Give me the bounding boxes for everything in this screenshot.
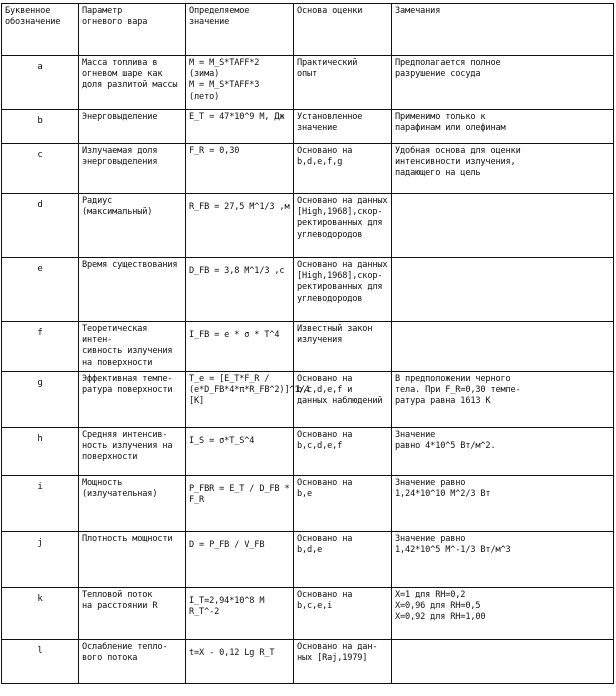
table-row xyxy=(2,56,614,110)
table-row xyxy=(2,588,614,640)
row-parameter: Излучаемая доля энерговыделения xyxy=(79,144,186,194)
row-basis: Основано на b,d,e xyxy=(294,532,392,588)
table-row xyxy=(2,476,614,532)
table-row xyxy=(2,194,614,258)
row-symbol: h xyxy=(2,428,79,476)
row-symbol: d xyxy=(2,194,79,258)
row-symbol: c xyxy=(2,144,79,194)
row-parameter: Ослабление тепло- вого потока xyxy=(79,640,186,684)
table-row xyxy=(2,372,614,428)
row-parameter: Энерговыделение xyxy=(79,110,186,144)
row-symbol: k xyxy=(2,588,79,640)
row-value: I_S = σ*T_S^4 xyxy=(186,428,294,476)
row-basis: Основано на b,c,e,i xyxy=(294,588,392,640)
table-row xyxy=(2,640,614,684)
row-basis: Основано на b,d,e,f,g xyxy=(294,144,392,194)
table-row xyxy=(2,144,614,194)
header-basis: Основа оценки xyxy=(294,4,392,56)
row-notes xyxy=(392,194,614,258)
row-notes xyxy=(392,640,614,684)
row-symbol: f xyxy=(2,322,79,372)
table-row xyxy=(2,428,614,476)
row-basis: Известный закон излучения xyxy=(294,322,392,372)
table-row xyxy=(2,532,614,588)
row-parameter: Средняя интенсив- ность излучения на поверхности xyxy=(79,428,186,476)
table-row xyxy=(2,110,614,144)
row-notes: Предполагается полное разрушение сосуда xyxy=(392,56,614,110)
table-header-row xyxy=(2,4,614,56)
header-value: Определяемое значение xyxy=(186,4,294,56)
row-value: D = P_FB / V_FB xyxy=(186,532,294,588)
row-value: T_e = [E_T*F_R / (e*D_FB*4*π*R_FB^2)]^1/4 [K] xyxy=(186,372,294,428)
row-value: R_FB = 27,5 M^1/3 ,м xyxy=(186,194,294,258)
row-notes: Удобная основа для оценки интенсивности излучения, падающего на цель xyxy=(392,144,614,194)
row-value: F_R = 0,30 xyxy=(186,144,294,194)
row-symbol: g xyxy=(2,372,79,428)
table-row xyxy=(2,258,614,322)
row-basis: Основано на данных [High,1968],скор- ректированных для углеводородов xyxy=(294,194,392,258)
row-value: I_T=2,94*10^8 M R_T^-2 xyxy=(186,588,294,640)
row-symbol: a xyxy=(2,56,79,110)
row-notes: В предположении черного тела. При F_R=0,30 темпе- ратура равна 1613 K xyxy=(392,372,614,428)
header-symbol: Буквенное обозначение xyxy=(2,4,79,56)
fireball-parameters-table xyxy=(1,3,614,684)
row-value: E_T = 47*10^9 M, Дж xyxy=(186,110,294,144)
row-basis: Установленное значение xyxy=(294,110,392,144)
row-parameter: Теоретическая интен- сивность излучения на поверхности xyxy=(79,322,186,372)
row-value: P_FBR = E_T / D_FB * F_R xyxy=(186,476,294,532)
row-symbol: j xyxy=(2,532,79,588)
row-notes: Значение равно 1,24*10^10 M^2/3 Вт xyxy=(392,476,614,532)
row-value: t=X - 0,12 Lg R_T xyxy=(186,640,294,684)
row-notes: Значение равно 4*10^5 Вт/м^2. xyxy=(392,428,614,476)
row-parameter: Масса топлива в огневом шаре как доля разлитой массы xyxy=(79,56,186,110)
row-symbol: i xyxy=(2,476,79,532)
row-parameter: Мощность (излучательная) xyxy=(79,476,186,532)
row-value: M = M_S*TAFF*2 (зима) M = M_S*TAFF*3 (лето) xyxy=(186,56,294,110)
row-notes: Значение равно 1,42*10^5 M^-1/3 Вт/м^3 xyxy=(392,532,614,588)
header-notes: Замечания xyxy=(392,4,614,56)
row-notes: Применимо только к парафинам или олефинам xyxy=(392,110,614,144)
row-basis: Практический опыт xyxy=(294,56,392,110)
table-row xyxy=(2,322,614,372)
header-parameter: Параметр огневого вара xyxy=(79,4,186,56)
row-value: D_FB = 3,8 M^1/3 ,с xyxy=(186,258,294,322)
row-parameter: Тепловой поток на расстоянии R xyxy=(79,588,186,640)
row-basis: Основано на b,e xyxy=(294,476,392,532)
row-parameter: Плотность мощности xyxy=(79,532,186,588)
row-basis: Основано на b,c,d,e,f xyxy=(294,428,392,476)
row-symbol: b xyxy=(2,110,79,144)
row-notes xyxy=(392,322,614,372)
row-basis: Основано на дан- ных [Raj,1979] xyxy=(294,640,392,684)
row-value: I_FB = e * σ * T^4 xyxy=(186,322,294,372)
row-parameter: Эффективная темпе- ратура поверхности xyxy=(79,372,186,428)
row-parameter: Радиус (максимальный) xyxy=(79,194,186,258)
row-parameter: Время существования xyxy=(79,258,186,322)
row-notes: X=1 для RH=0,2 X=0,96 для RH=0,5 X=0,92 для RH=1,00 xyxy=(392,588,614,640)
row-symbol: e xyxy=(2,258,79,322)
row-basis: Основано на данных [High,1968],скор- ректированных для углеводородов xyxy=(294,258,392,322)
row-symbol: l xyxy=(2,640,79,684)
row-notes xyxy=(392,258,614,322)
row-basis: Основано на b,c,d,e,f и данных наблюдений xyxy=(294,372,392,428)
